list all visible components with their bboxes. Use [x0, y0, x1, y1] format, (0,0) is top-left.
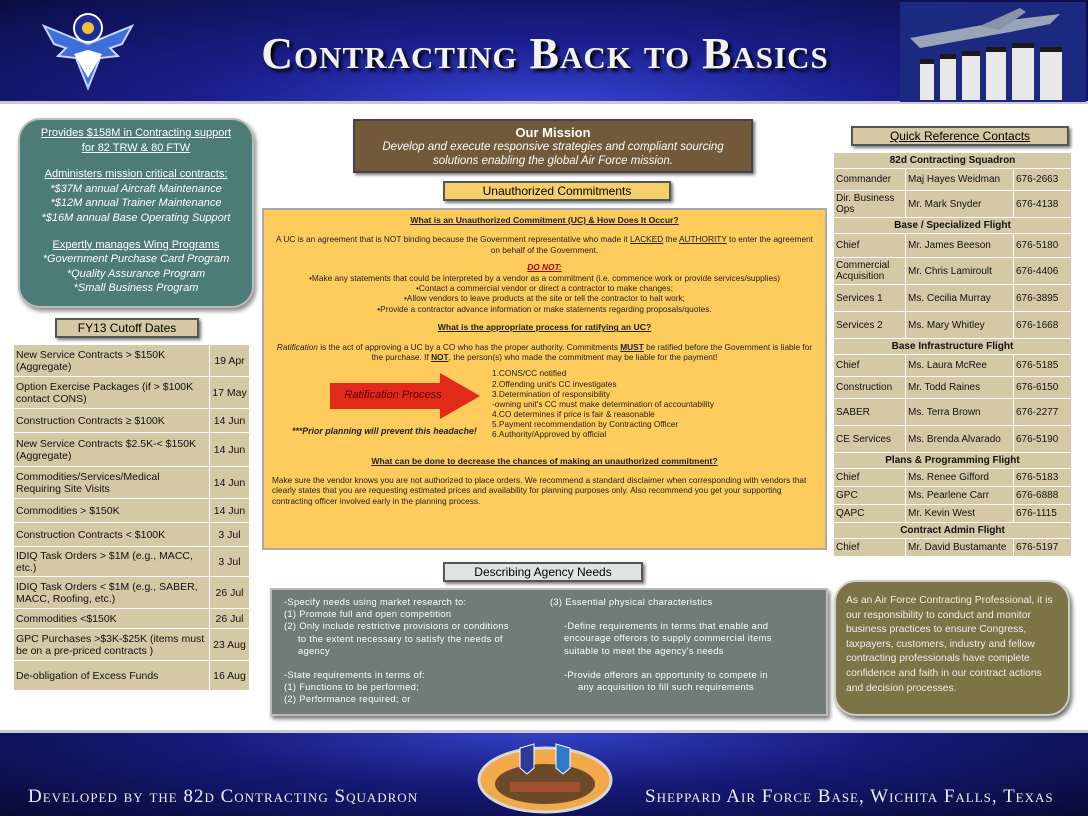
contact-role: Chief — [834, 355, 906, 377]
cutoff-row — [14, 577, 250, 609]
cutoff-item: IDIQ Task Orders < $1M (e.g., SABER, MACC, Roofing, etc.) — [14, 577, 210, 609]
cutoff-item: Commodities <$150K — [14, 609, 210, 629]
contact-phone: 676-3895 — [1014, 285, 1072, 312]
contact-row — [834, 355, 1072, 377]
cutoff-row — [14, 433, 250, 467]
contact-name: Mr. David Bustamante — [906, 539, 1014, 557]
uc-donot-2: •Contact a commercial vendor or direct a contractor to make changes; — [416, 283, 673, 294]
cutoff-date: 14 Jun — [210, 467, 250, 499]
ratification-step: 6.Authority/Approved by official — [492, 429, 607, 440]
contact-row — [834, 234, 1072, 258]
cutoff-item: Option Exercise Packages (if > $100K contact CONS) — [14, 377, 210, 409]
uc-rat-d: be ratified before the Government is liable for the purchase. If — [371, 341, 813, 363]
contact-name: Ms. Mary Whitley — [906, 312, 1014, 339]
contact-role: GPC — [834, 487, 906, 505]
summary-line1: Provides $158M in Contracting support — [40, 127, 232, 139]
uc-def-authority: AUTHORITY — [678, 234, 727, 245]
contact-name: Ms. Pearlene Carr — [906, 487, 1014, 505]
needs-left-7: (1) Functions to be performed; — [284, 681, 420, 693]
cutoff-row — [14, 345, 250, 377]
professional-statement: As an Air Force Contracting Professional, it is our responsibility to conduct and monitor business practices to ensure Congress, taxpayers, customers, industry and fellow contracting professionals have complete confidence and faith in our contract actions and decision processes. — [834, 580, 1070, 716]
cutoff-date: 26 Jul — [210, 609, 250, 629]
contact-phone: 676-5185 — [1014, 355, 1072, 377]
aircraft-airmen-photo — [900, 2, 1086, 102]
cutoff-item: Commodities/Services/Medical Requiring Site Visits — [14, 467, 210, 499]
summary-program-3: *Small Business Program — [73, 282, 199, 295]
uc-definition — [272, 234, 817, 255]
contact-role: SABER — [834, 399, 906, 426]
contact-phone: 676-1668 — [1014, 312, 1072, 339]
uc-def-a: A UC is an agreement that is NOT binding because the Government representative who made it — [276, 234, 631, 245]
cutoff-row — [14, 661, 250, 691]
contact-name: Mr. James Beeson — [906, 234, 1014, 258]
summary-contracts-heading: Administers mission critical contracts: — [44, 168, 228, 181]
agency-needs-panel — [270, 588, 828, 716]
uc-heading-2: What is the appropriate process for ratifying an UC? — [437, 322, 652, 333]
uc-def-lacked: LACKED — [630, 234, 664, 245]
contacts-section-header — [834, 523, 1072, 539]
contacts-section-name: 82d Contracting Squadron — [834, 153, 1072, 169]
ratification-step: -owning unit's CC must make determination of accountability — [492, 398, 715, 409]
needs-right-3: encourage offerors to supply commercial items — [564, 632, 772, 644]
cutoff-item: Construction Contracts < $100K — [14, 523, 210, 547]
uc-prevention-text: Make sure the vendor knows you are not authorized to place orders. We recommend a standard disclaimer when corresponding with vendors that clearly states that you are requesting estimated prices and availability for planning purposes only. Also recommend you get your supporting contracting officer involved early in the planning process. — [272, 474, 807, 506]
summary-programs-heading: Expertly manages Wing Programs — [52, 238, 220, 251]
contact-role: Dir. Business Ops — [834, 191, 906, 218]
needs-right-1: (3) Essential physical characteristics — [550, 596, 713, 607]
contact-row — [834, 426, 1072, 453]
needs-tag: Describing Agency Needs — [443, 562, 643, 582]
contact-row — [834, 258, 1072, 285]
contact-phone: 676-1115 — [1014, 505, 1072, 523]
uc-rat-f: , the person(s) who made the commitment may be liable for the payment! — [448, 352, 718, 363]
uc-rat-must: MUST — [620, 341, 644, 352]
needs-right-2: -Define requirements in terms that enable and — [564, 620, 769, 632]
contact-phone: 676-5190 — [1014, 426, 1072, 453]
contacts-section-name: Plans & Programming Flight — [834, 453, 1072, 469]
cutoff-date: 14 Jun — [210, 499, 250, 523]
summary-contract-3: *$16M annual Base Operating Support — [41, 211, 231, 224]
ratification-step: 1.CONS/CC notified — [492, 368, 567, 379]
contact-role: Chief — [834, 539, 906, 557]
cutoff-table — [13, 344, 250, 691]
cutoff-date: 17 May — [210, 377, 250, 409]
uc-heading-3: What can be done to decrease the chances of making an unauthorized commitment? — [371, 456, 718, 467]
contact-row — [834, 377, 1072, 399]
contacts-table — [833, 152, 1072, 557]
contact-name: Mr. Todd Raines — [906, 377, 1014, 399]
needs-left-3: (2) Only include restrictive provisions or conditions — [284, 620, 509, 632]
cutoff-row — [14, 409, 250, 433]
ratification-step: 2.Offending unit's CC investigates — [492, 378, 617, 389]
page-title: Contracting Back to Basics — [261, 29, 829, 78]
contacts-tag: Quick Reference Contacts — [851, 126, 1069, 146]
cutoff-item: Construction Contracts ≥ $100K — [14, 409, 210, 433]
contact-role: Commander — [834, 169, 906, 191]
contacts-section-name: Contract Admin Flight — [834, 523, 1072, 539]
contact-row — [834, 469, 1072, 487]
contact-row — [834, 312, 1072, 339]
contact-role: CE Services — [834, 426, 906, 453]
contact-role: Services 2 — [834, 312, 906, 339]
cutoff-row — [14, 523, 250, 547]
uc-ratification — [272, 342, 817, 363]
uc-def-c: the — [663, 234, 679, 245]
contacts-section-header — [834, 453, 1072, 469]
contact-name: Ms. Laura McRee — [906, 355, 1014, 377]
needs-left-2: (1) Promote full and open competition — [284, 608, 452, 620]
prior-planning-note: ***Prior planning will prevent this headache! — [292, 426, 477, 437]
footer-left-text: Developed by the 82d Contracting Squadron — [28, 786, 419, 807]
uc-heading-1: What is an Unauthorized Commitment (UC) & How Does It Occur? — [410, 215, 679, 225]
cutoff-item: Commodities > $150K — [14, 499, 210, 523]
contacts-section-header — [834, 153, 1072, 169]
contact-row — [834, 539, 1072, 557]
contacts-section-header — [834, 218, 1072, 234]
uc-tag: Unauthorized Commitments — [443, 181, 671, 201]
contact-name: Mr. Mark Snyder — [906, 191, 1014, 218]
cutoff-date: 26 Jul — [210, 577, 250, 609]
summary-program-2: *Quality Assurance Program — [66, 267, 206, 280]
cutoff-date: 16 Aug — [210, 661, 250, 691]
needs-left-1: -Specify needs using market research to: — [284, 596, 467, 607]
contact-name: Mr. Kevin West — [906, 505, 1014, 523]
cutoff-row — [14, 609, 250, 629]
contact-name: Ms. Cecilia Murray — [906, 285, 1014, 312]
contact-name: Ms. Renee Gifford — [906, 469, 1014, 487]
uc-rat-b: is the act of approving a UC by a CO who has the proper authority. Commitments — [317, 341, 621, 352]
needs-right-5: -Provide offerors an opportunity to compete in — [564, 668, 768, 680]
uc-rat-not: NOT — [431, 352, 449, 363]
cutoff-item: New Service Contracts $2.5K-< $150K (Aggregate) — [14, 433, 210, 467]
contact-phone: 676-6888 — [1014, 487, 1072, 505]
contact-phone: 676-6150 — [1014, 377, 1072, 399]
contact-name: Ms. Terra Brown — [906, 399, 1014, 426]
cutoff-item: New Service Contracts > $150K (Aggregate) — [14, 345, 210, 377]
cutoff-row — [14, 499, 250, 523]
needs-left-4: to the extent necessary to satisfy the needs of — [298, 632, 503, 644]
uc-donot-4: •Provide a contractor advance information or make statements regarding proposals/quotes. — [377, 303, 712, 314]
contact-phone: 676-5197 — [1014, 539, 1072, 557]
contact-name: Mr. Chris Lamiroult — [906, 258, 1014, 285]
squadron-badge-icon — [470, 738, 620, 814]
summary-program-1: *Government Purchase Card Program — [42, 253, 230, 266]
uc-donot: DO NOT: — [527, 262, 562, 273]
contact-role: Chief — [834, 469, 906, 487]
ratification-step: 5.Payment recommendation by Contracting Officer — [492, 418, 679, 429]
summary-contract-1: *$37M annual Aircraft Maintenance — [50, 182, 222, 195]
cutoff-date: 23 Aug — [210, 629, 250, 661]
cutoff-row — [14, 629, 250, 661]
contact-row — [834, 487, 1072, 505]
cutoff-date: 3 Jul — [210, 523, 250, 547]
uc-donot-3: •Allow vendors to leave products at the site or tell the contractor to halt work; — [404, 293, 685, 304]
contact-row — [834, 169, 1072, 191]
cutoff-date: 3 Jul — [210, 547, 250, 577]
contact-role: Services 1 — [834, 285, 906, 312]
cutoff-date: 14 Jun — [210, 409, 250, 433]
contact-phone: 676-5180 — [1014, 234, 1072, 258]
contact-phone: 676-5183 — [1014, 469, 1072, 487]
support-summary-box — [18, 118, 254, 308]
contact-row — [834, 285, 1072, 312]
contacts-section-name: Base / Specialized Flight — [834, 218, 1072, 234]
cutoff-item: De-obligation of Excess Funds — [14, 661, 210, 691]
contact-row — [834, 191, 1072, 218]
ratification-arrow-label: Ratification Process — [344, 389, 442, 402]
cutoff-title: FY13 Cutoff Dates — [55, 318, 199, 338]
cutoff-row — [14, 467, 250, 499]
needs-left-8: (2) Performance required; or — [284, 693, 411, 705]
footer-right-text: Sheppard Air Force Base, Wichita Falls, Texas — [645, 786, 1054, 807]
contact-role: QAPC — [834, 505, 906, 523]
mission-title: Our Mission — [515, 125, 591, 140]
contact-name: Maj Hayes Weidman — [906, 169, 1014, 191]
contact-phone: 676-2277 — [1014, 399, 1072, 426]
uc-donot-1: •Make any statements that could be interpreted by a vendor as a commitment (i.e. commence work or provide services/supplies) — [309, 272, 780, 283]
cutoff-item: GPC Purchases >$3K-$25K (items must be on a pre-priced contracts ) — [14, 629, 210, 661]
needs-right-6: any acquisition to fill such requirements — [578, 681, 754, 693]
ratification-step: 4.CO determines if price is fair & reasonable — [492, 408, 655, 419]
needs-left-5: agency — [298, 644, 331, 656]
cutoff-date: 14 Jun — [210, 433, 250, 467]
contact-phone: 676-2663 — [1014, 169, 1072, 191]
contact-phone: 676-4138 — [1014, 191, 1072, 218]
summary-contract-2: *$12M annual Trainer Maintenance — [50, 197, 222, 210]
air-force-emblem-icon — [40, 4, 136, 96]
cutoff-date: 19 Apr — [210, 345, 250, 377]
contacts-section-header — [834, 339, 1072, 355]
contact-phone: 676-4406 — [1014, 258, 1072, 285]
contact-role: Chief — [834, 234, 906, 258]
needs-right-4: suitable to meet the agency's needs — [564, 644, 724, 656]
contacts-section-name: Base Infrastructure Flight — [834, 339, 1072, 355]
uc-def-e: to enter the agreement on behalf of the Government. — [490, 234, 813, 255]
unauthorized-commitments-panel — [262, 208, 827, 550]
uc-rat-a: Ratification — [276, 341, 318, 352]
cutoff-row — [14, 547, 250, 577]
contact-role: Commercial Acquisition — [834, 258, 906, 285]
summary-line2: for 82 TRW & 80 FTW — [81, 141, 191, 154]
contact-row — [834, 505, 1072, 523]
cutoff-row — [14, 377, 250, 409]
ratification-step: 3.Determination of responsibility — [492, 388, 611, 399]
needs-left-6: -State requirements in terms of: — [284, 669, 425, 681]
contact-name: Ms. Brenda Alvarado — [906, 426, 1014, 453]
cutoff-item: IDIQ Task Orders > $1M (e.g., MACC, etc.) — [14, 547, 210, 577]
contact-row — [834, 399, 1072, 426]
mission-box — [353, 119, 753, 173]
contact-role: Construction — [834, 377, 906, 399]
mission-text: Develop and execute responsive strategies and compliant sourcing solutions enabling the global Air Force mission. — [382, 141, 724, 167]
